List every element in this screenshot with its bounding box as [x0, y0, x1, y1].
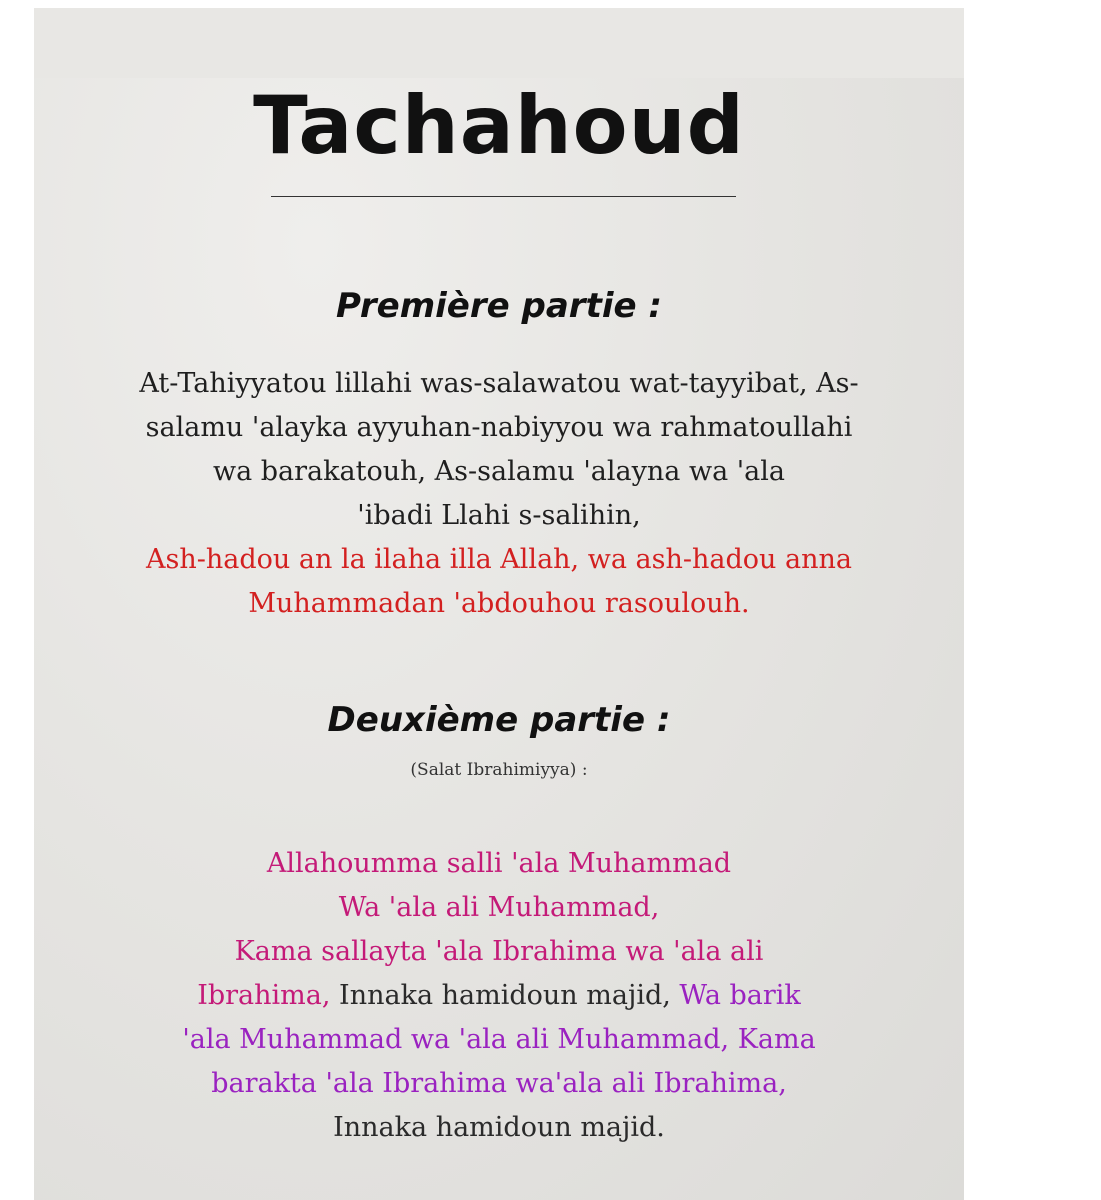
shahada-line: Muhammadan 'abdouhou rasoulouh.: [248, 588, 750, 619]
salat-segment: Wa barik: [670, 980, 801, 1011]
part1-line: salamu 'alayka ayyuhan-nabiyyou wa rahmatoullahi: [145, 412, 853, 443]
section-subnote: (Salat Ibrahimiyya) :: [410, 760, 588, 780]
page-top-band: [34, 8, 964, 78]
part1-line: wa barakatouh, As-salamu 'alayna wa 'ala: [212, 456, 786, 487]
part1-line: At-Tahiyyatou lillahi was-salawatou wat-tayyibat, As-: [139, 368, 859, 399]
salat-line: Allahoumma salli 'ala Muhammad: [266, 848, 732, 879]
page-title: Tachahoud: [253, 79, 745, 172]
salat-line: 'ala Muhammad wa 'ala ali Muhammad, Kama: [182, 1024, 816, 1055]
salat-line: Innaka hamidoun majid.: [333, 1112, 665, 1143]
document-page: [34, 8, 964, 1200]
salat-line-mixed: [54, 974, 944, 1018]
salat-segment: Innaka hamidoun majid,: [330, 980, 671, 1011]
salat-line: Kama sallayta 'ala Ibrahima wa 'ala ali: [234, 936, 764, 967]
part1-paragraph: [54, 362, 944, 626]
section-heading-part1: Première partie :: [336, 286, 662, 326]
shahada-line: Ash-hadou an la ilaha illa Allah, wa ash-hadou anna: [146, 544, 852, 575]
salat-segment: Ibrahima,: [197, 980, 331, 1011]
salat-line: Wa 'ala ali Muhammad,: [338, 892, 660, 923]
part1-line: 'ibadi Llahi s-salihin,: [357, 500, 641, 531]
part2-paragraph: [54, 842, 944, 1150]
title-underline: [271, 196, 736, 197]
section-heading-part2: Deuxième partie :: [327, 700, 671, 740]
salat-line: barakta 'ala Ibrahima wa'ala ali Ibrahima,: [211, 1068, 787, 1099]
